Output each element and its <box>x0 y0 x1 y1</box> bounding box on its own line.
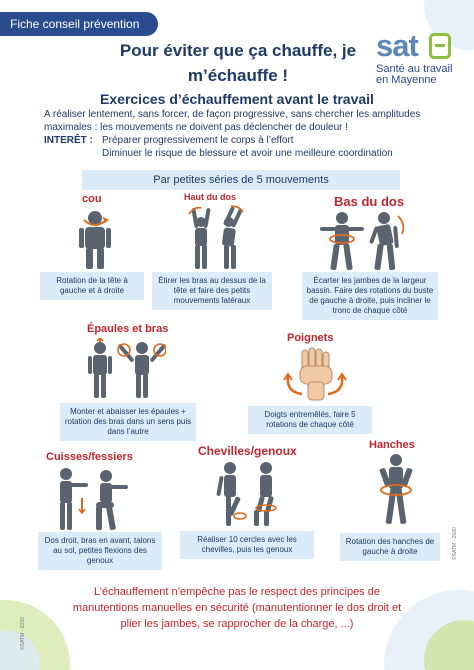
chevilles-genoux-illustration <box>214 460 284 528</box>
section-subtitle: Exercices d’échauffement avant le travail <box>100 91 374 107</box>
exercise-title-cuisses-fessiers: Cuisses/fessiers <box>46 451 133 463</box>
exercise-title-poignets: Poignets <box>287 332 334 344</box>
fiche-badge: Fiche conseil prévention <box>0 12 158 36</box>
logo-m-mark <box>429 33 451 59</box>
title-line-2: m’échauffe ! <box>187 66 289 85</box>
exercise-title-epaules-et-bras: Épaules et bras <box>87 323 169 335</box>
interet-label: INTERÊT : <box>44 135 93 146</box>
desc-bas-du-dos: Écarter les jambes de la largeur bassin. Faire des rotations du buste de gauche à droite, puis incliner le tronc de chaque côté <box>302 272 438 320</box>
poignets-illustration <box>282 346 348 402</box>
desc-haut-du-dos: Étirer les bras au dessus de la tête et faire des petits mouvements latéraux <box>152 272 272 310</box>
desc-cuisses-fessiers: Dos droit, bras en avant, talons au sol, petites flexions des genoux <box>38 532 162 570</box>
cuisses-fessiers-illustration <box>52 466 134 532</box>
haut-du-dos-illustration <box>187 204 245 270</box>
logo-subtitle-line-1: Santé au travail <box>376 63 453 75</box>
intro-line-2: maximales : les mouvements ne doivent pas déclencher de douleur ! <box>44 122 349 133</box>
page-title <box>112 38 364 88</box>
interet-spacer <box>44 147 102 160</box>
desc-poignets: Doigts entremêlés, faire 5 rotations de chaque côté <box>248 406 372 434</box>
exercise-title-chevilles-genoux: Chevilles/genoux <box>198 444 297 458</box>
cou-illustration <box>70 208 120 270</box>
desc-epaules-et-bras: Monter et abaisser les épaules + rotation des bras dans un sens puis dans l’autre <box>60 403 196 441</box>
logo-subtitle <box>376 64 460 86</box>
warning-line-1: L’échauffement n’empêche pas le respect des principes de <box>94 586 380 598</box>
warning-line-2: manutentions manuelles en sécurité (manutentionner le dos droit et <box>72 602 402 614</box>
exercise-title-cou: cou <box>82 193 102 205</box>
interet-item-2: Diminuer le risque de blessure et avoir une meilleure coordination <box>102 148 393 159</box>
warning-line-3: plier les jambes, se rapprocher de la charge, ...) <box>120 618 354 630</box>
interet-row-1 <box>44 134 444 147</box>
interet-row-2 <box>44 147 444 160</box>
logo-word: sat <box>376 28 418 63</box>
exercise-title-bas-du-dos: Bas du dos <box>334 194 405 209</box>
safety-warning <box>52 584 422 632</box>
logo-subtitle-line-2: en Mayenne <box>376 74 437 86</box>
hanches-illustration <box>376 452 416 526</box>
interet-item-1: Préparer progressivement le corps à l’effort <box>102 135 294 146</box>
series-banner: Par petites séries de 5 mouvements <box>82 170 400 190</box>
credit-right: ©SATM - 2020 <box>452 527 458 560</box>
title-line-1: Pour éviter que ça chauffe, je <box>119 41 357 60</box>
bas-du-dos-illustration <box>318 210 414 272</box>
exercise-title-hanches: Hanches <box>369 439 415 451</box>
intro-text <box>44 108 444 160</box>
exercise-title-haut-du-dos: Haut du dos <box>184 192 236 202</box>
desc-cou: Rotation de la tête à gauche et à droite <box>40 272 144 300</box>
desc-chevilles-genoux: Réaliser 10 cercles avec les chevilles, puis les genoux <box>180 531 314 559</box>
intro-line-1: A réaliser lentement, sans forcer, de façon progressive, sans chercher les amplitudes <box>44 109 421 120</box>
satm-logo <box>376 30 456 86</box>
desc-hanches: Rotation des hanches de gauche à droite <box>340 533 440 561</box>
credit-left: ©SATM - 2020 <box>20 617 26 650</box>
epaules-et-bras-illustration <box>84 338 166 400</box>
